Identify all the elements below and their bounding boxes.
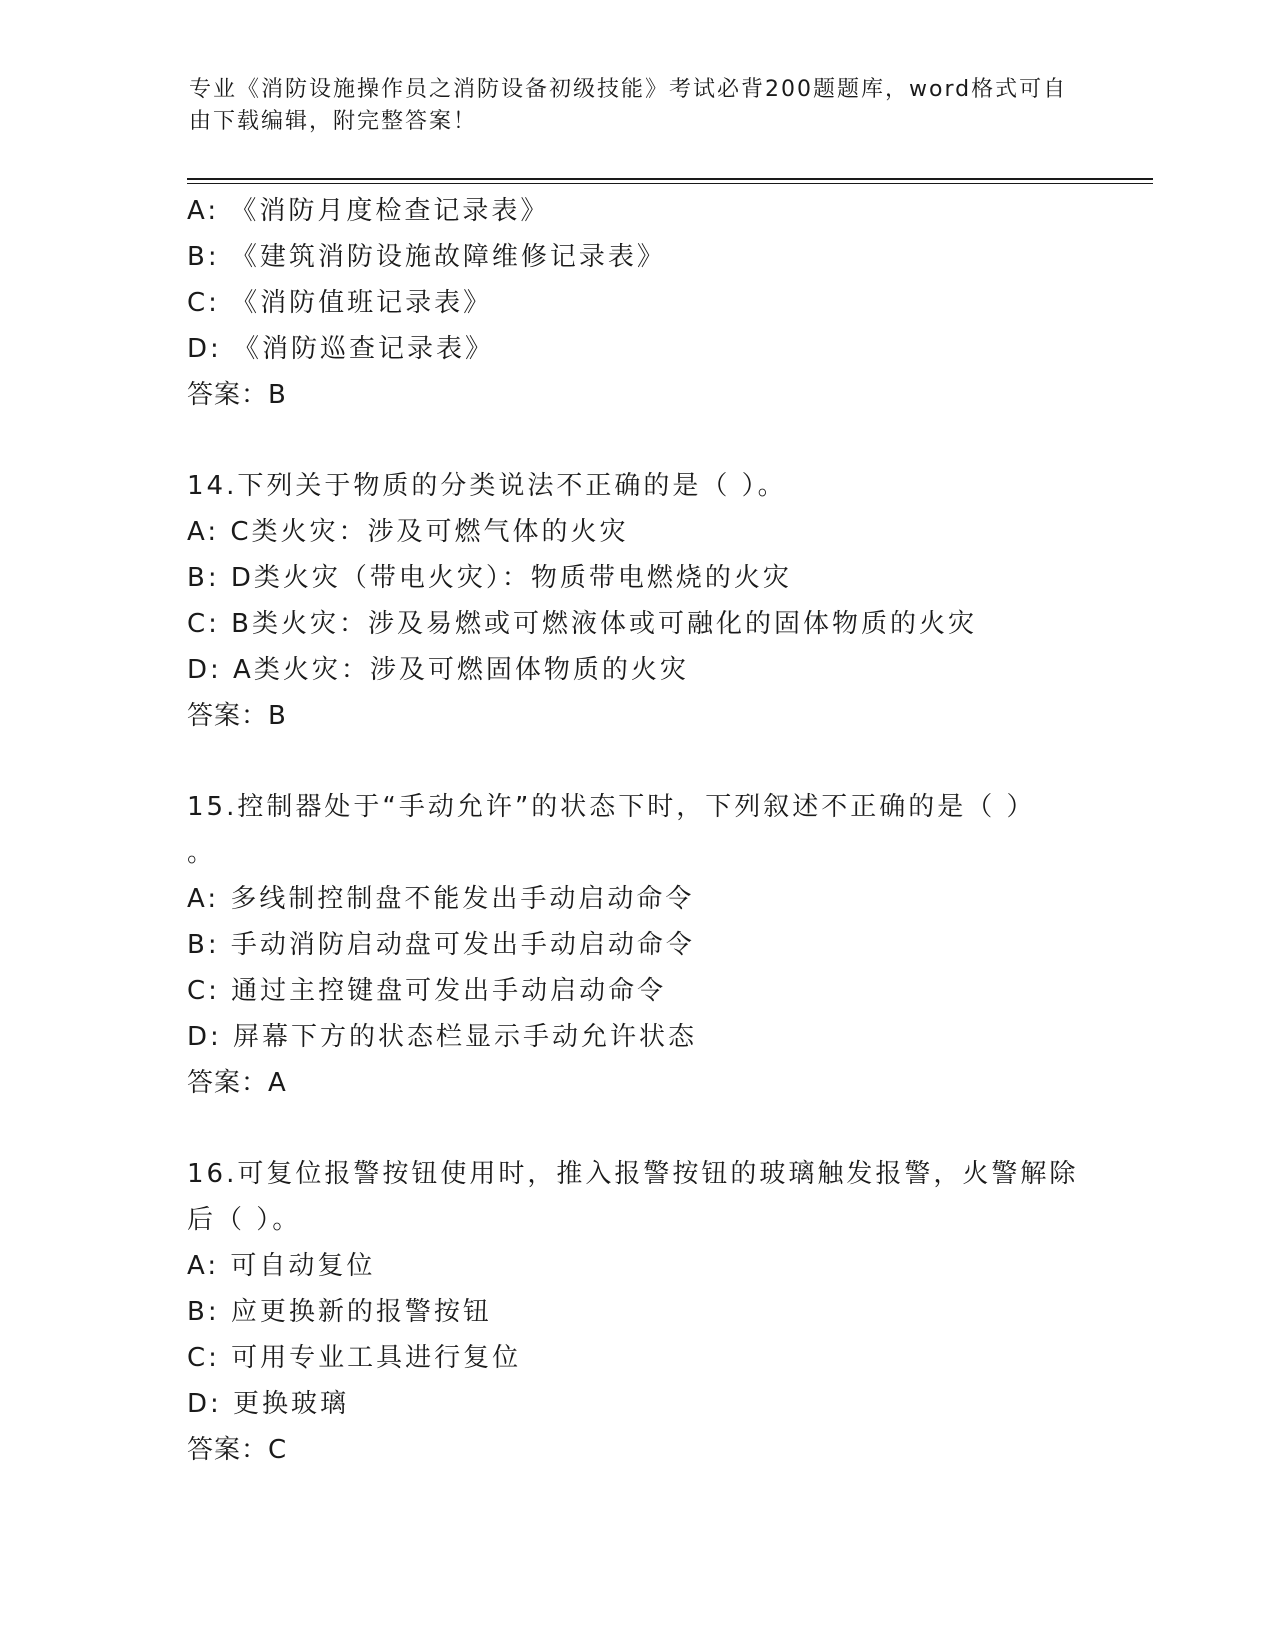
question-block-13: [187, 188, 1147, 418]
option-c: C: 通过主控键盘可发出手动启动命令: [187, 976, 667, 1006]
spacer: [187, 1106, 1147, 1151]
question-text: 14.下列关于物质的分类说法不正确的是（ ）。: [187, 471, 787, 501]
option-d: D: 屏幕下方的状态栏显示手动允许状态: [187, 1022, 698, 1052]
question-list: [187, 188, 1147, 1473]
spacer: [187, 739, 1147, 784]
option-c: C: 可用专业工具进行复位: [187, 1343, 522, 1373]
option-a: A: 多线制控制盘不能发出手动启动命令: [187, 884, 695, 914]
option-c: C: 《消防值班记录表》: [187, 288, 493, 318]
question-text: 16.可复位报警按钮使用时，推入报警按钮的玻璃触发报警，火警解除: [187, 1159, 1079, 1189]
page-header: 专业《消防设施操作员之消防设备初级技能》考试必背200题题库，word格式可自由下载编辑，附完整答案！: [189, 77, 1068, 134]
spacer: [187, 418, 1147, 463]
option-d: D: A类火灾：涉及可燃固体物质的火灾: [187, 655, 689, 685]
option-c: C: B类火灾：涉及易燃或可燃液体或可融化的固体物质的火灾: [187, 609, 978, 639]
option-a: A: 可自动复位: [187, 1251, 376, 1281]
option-b: B: D类火灾（带电火灾）：物质带电燃烧的火灾: [187, 563, 792, 593]
question-block-15: [187, 784, 1147, 1106]
option-b: B: 手动消防启动盘可发出手动启动命令: [187, 930, 695, 960]
answer-line: 答案：B: [187, 701, 287, 731]
option-a: A: C类火灾：涉及可燃气体的火灾: [187, 517, 629, 547]
option-d: D: 更换玻璃: [187, 1389, 350, 1419]
option-d: D: 《消防巡查记录表》: [187, 334, 495, 364]
option-b: B: 应更换新的报警按钮: [187, 1297, 492, 1327]
question-text: 15.控制器处于“手动允许”的状态下时，下列叙述不正确的是（ ）: [187, 792, 1036, 822]
question-block-16: [187, 1151, 1147, 1473]
answer-line: 答案：C: [187, 1435, 288, 1465]
answer-line: 答案：B: [187, 380, 287, 410]
answer-line: 答案：A: [187, 1068, 287, 1098]
question-text-continued: 后（ ）。: [187, 1205, 302, 1235]
question-text-continued: 。: [187, 838, 217, 868]
option-b: B: 《建筑消防设施故障维修记录表》: [187, 242, 666, 272]
question-block-14: [187, 463, 1147, 739]
option-a: A: 《消防月度检查记录表》: [187, 196, 550, 226]
header-divider: [187, 178, 1153, 184]
